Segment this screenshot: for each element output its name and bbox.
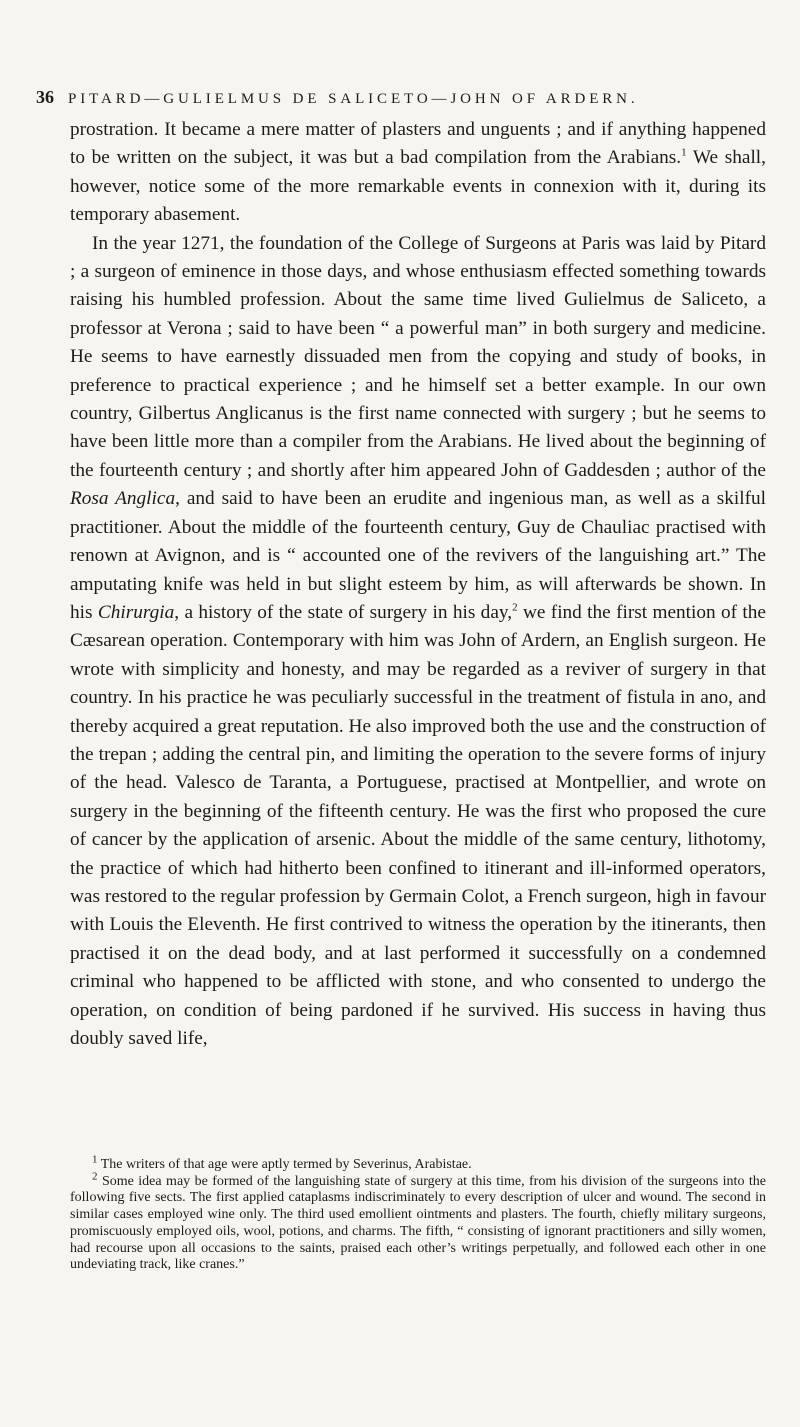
body-text <box>70 116 766 1053</box>
page-number: 36 <box>36 87 54 107</box>
running-head: PITARD—GULIELMUS DE SALICETO—JOHN OF ARDERN. <box>68 91 639 107</box>
footnote-1 <box>70 1153 766 1174</box>
paragraph-2-text-b: , and said to have been an erudite and ingenious man, as well as a skilful practitioner. About the middle of the fourteenth century, Guy de Chauliac practised with renown at Avignon, and is “ accounted one of the revivers of the languishing art.” The amputating knife was held in but slight esteem by him, as will afterwards be shown. In his <box>70 488 766 623</box>
paragraph-2-text-a: In the year 1271, the foundation of the College of Surgeons at Paris was laid by Pitard ; a surgeon of eminence in those days, and whose enthusiasm effected something towards raising his humbled profession. About the same time lived Gulielmus de Saliceto, a professor at Verona ; said to have been “ a powerful man” in both surgery and medicine. He seems to have earnestly dissuaded men from the copying and study of books, in preference to practical experience ; and he himself set a better example. In our own country, Gilbertus Anglicanus is the first name connected with surgery ; but he seems to have been little more than a compiler from the Arabians. He lived about the beginning of the fourteenth century ; and shortly after him appeared John of Gaddesden ; author of the <box>70 232 766 481</box>
paragraph-2-text-c: , a history of the state of surgery in his day, <box>174 601 513 623</box>
paragraph-2 <box>70 230 766 1054</box>
footnote-2 <box>70 1170 766 1274</box>
footnote-ref-2: 2 <box>512 601 518 614</box>
paragraph-2-text-d: we find the first mention of the Cæsarean operation. Contemporary with him was John of Ardern, an English surgeon. He wrote with simplicity and honesty, and may be regarded as a reviver of surgery in that country. In his practice he was peculiarly successful in the treatment of fistula in ano, and thereby acquired a great reputation. He also improved both the use and the construction of the trepan ; adding the central pin, and limiting the operation to the severe forms of injury of the head. Valesco de Taranta, a Portuguese, practised at Montpellier, and wrote on surgery in the beginning of the fifteenth century. He was the first who proposed the cure of cancer by the application of arsenic. About the middle of the same century, lithotomy, the practice of which had hitherto been confined to itinerant and ill-informed operators, was restored to the regular profession by Germain Colot, a French surgeon, high in favour with Louis the Eleventh. He first contrived to witness the operation by the itinerants, then practised it on the dead body, and at last performed it successfully on a condemned criminal who happened to be afflicted with stone, and who consented to undergo the operation, on condition of being pardoned if he survived. His success in having thus doubly saved life, <box>70 601 766 1049</box>
footnote-ref-1: 1 <box>681 146 687 159</box>
footnote-2-text: Some idea may be formed of the languishing state of surgery at this time, from his division of the surgeons into the following five sects. The first applied cataplasms indiscriminately to every description of ulcer and wound. The second in similar cases employed wine only. The third used emollient ointments and plasters. The fourth, chiefly military surgeons, promiscuously employed oils, wool, potions, and charms. The fifth, “ consisting of ignorant practitioners and silly women, had recourse upon all occasions to the saints, praised each other’s writings perpetually, and followed each other in one undeviating track, like cranes.” <box>70 1173 766 1273</box>
footnote-1-mark: 1 <box>92 1153 98 1166</box>
paragraph-1-text-b: We shall, however, notice some of the more remarkable events in connexion with it, during its temporary abasement. <box>70 147 766 226</box>
title-rosa-anglica: Rosa Anglica <box>70 488 176 510</box>
title-chirurgia: Chirurgia <box>97 601 175 623</box>
footnote-1-text: The writers of that age were aptly termed by Severinus, Arabistae. <box>97 1157 472 1172</box>
paragraph-1-text-a: prostration. It became a mere matter of plasters and unguents ; and if anything happened to be written on the subject, it was but a bad compilation from the Arabians. <box>70 119 766 169</box>
footnote-2-mark: 2 <box>92 1170 98 1183</box>
paragraph-1 <box>70 116 766 230</box>
footnotes <box>70 1153 766 1274</box>
page-header <box>36 87 766 108</box>
